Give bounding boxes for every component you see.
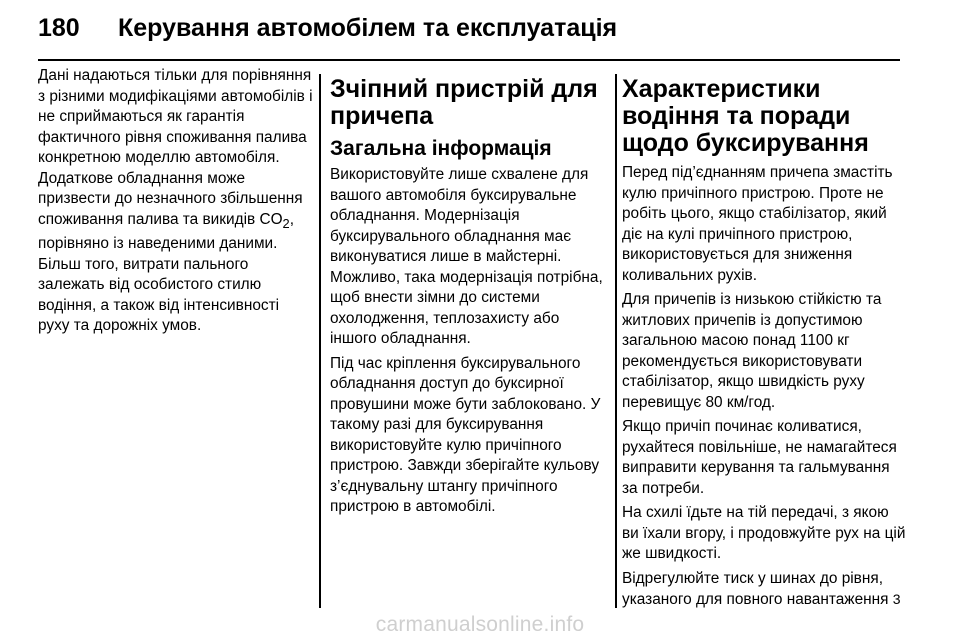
fuel-consumption-paragraph xyxy=(38,66,313,337)
tyre-text: Відрегулюйте тиск у шинах до рівня, указаного для повного навантаження xyxy=(622,569,893,608)
paragraph-ball-coupling: Під час кріплення буксирувального обладнання доступ до буксирної провушини може бути заблоковано. У такому разі для буксирування використовуйте кулю причіпного пристрою. Завжди зберігайте кульову з’єднувальну штангу причіпного пристрою в автомобілі. xyxy=(330,354,601,515)
co2-subscript: 2 xyxy=(282,215,290,231)
page-number: 180 xyxy=(38,14,80,42)
paragraph-downhill: На схилі їдьте на тій передачі, з якою ви їхали вгору, і продовжуйте рух на цій же швидкості. xyxy=(622,504,906,562)
fuel-text-end: , порівняно із наведеними даними. Більш того, витрати пального залежать від особистого стилю водіння, а також від інтенсивності руху та дорожніх умов. xyxy=(38,210,294,335)
page-title: Керування автомобілем та експлуатація xyxy=(118,14,618,42)
paragraph-lubricate-ball: Перед під’єднанням причепа змастіть кулю причіпного пристрою. Проте не робіть цього, якщо стабілізатор, який діє на кулі причіпного пристрою, використовується для зниження коливальних рухів. xyxy=(622,164,893,284)
column-divider-2 xyxy=(615,74,617,608)
column-trailer-hitch xyxy=(330,66,610,522)
page-header xyxy=(0,0,960,60)
watermark: carmanualsonline.info xyxy=(0,608,960,642)
fuel-text-start: Дані надаються тільки для порівняння з різними модифікаціями автомобілів і не сприймаються як гарантія фактичного рівня споживання палива конкретною моделлю автомобіля. Додаткове обладнання може призвести до незначного збільшення споживання палива та викидів CO xyxy=(38,67,313,228)
page-reference-arrow-icon: 3 xyxy=(892,591,901,607)
subheading-general-info: Загальна інформація xyxy=(330,137,552,160)
paragraph-stabiliser: Для причепів із низькою стійкістю та житлових причепів із допустимою загальною масою понад 1100 кг рекомендується використовувати стабілізатор, якщо швидкість руху перевищує 80 км/год. xyxy=(622,291,882,411)
column-divider-1 xyxy=(319,74,321,608)
section-heading-trailer-hitch: Зчіпний пристрій для причепа xyxy=(330,75,598,130)
paragraph-approved-equipment: Використовуйте лише схвалене для вашого автомобіля буксирувальне обладнання. Модернізація буксирувального обладнання має виконуватися лише в майстерні. Можливо, така модернізація потрібна, щоб внести зімни до системи охолодження, теплозахисту або іншого обладнання. xyxy=(330,166,603,347)
column-fuel-note xyxy=(38,66,313,341)
paragraph-swaying: Якщо причіп починає коливатися, рухайтеся повільніше, не намагайтеся виправити керування та гальмування за потреби. xyxy=(622,418,897,497)
header-rule xyxy=(38,59,900,61)
section-heading-driving-tips: Характеристики водіння та поради щодо буксирування xyxy=(622,75,869,157)
column-driving-tips xyxy=(622,66,907,635)
